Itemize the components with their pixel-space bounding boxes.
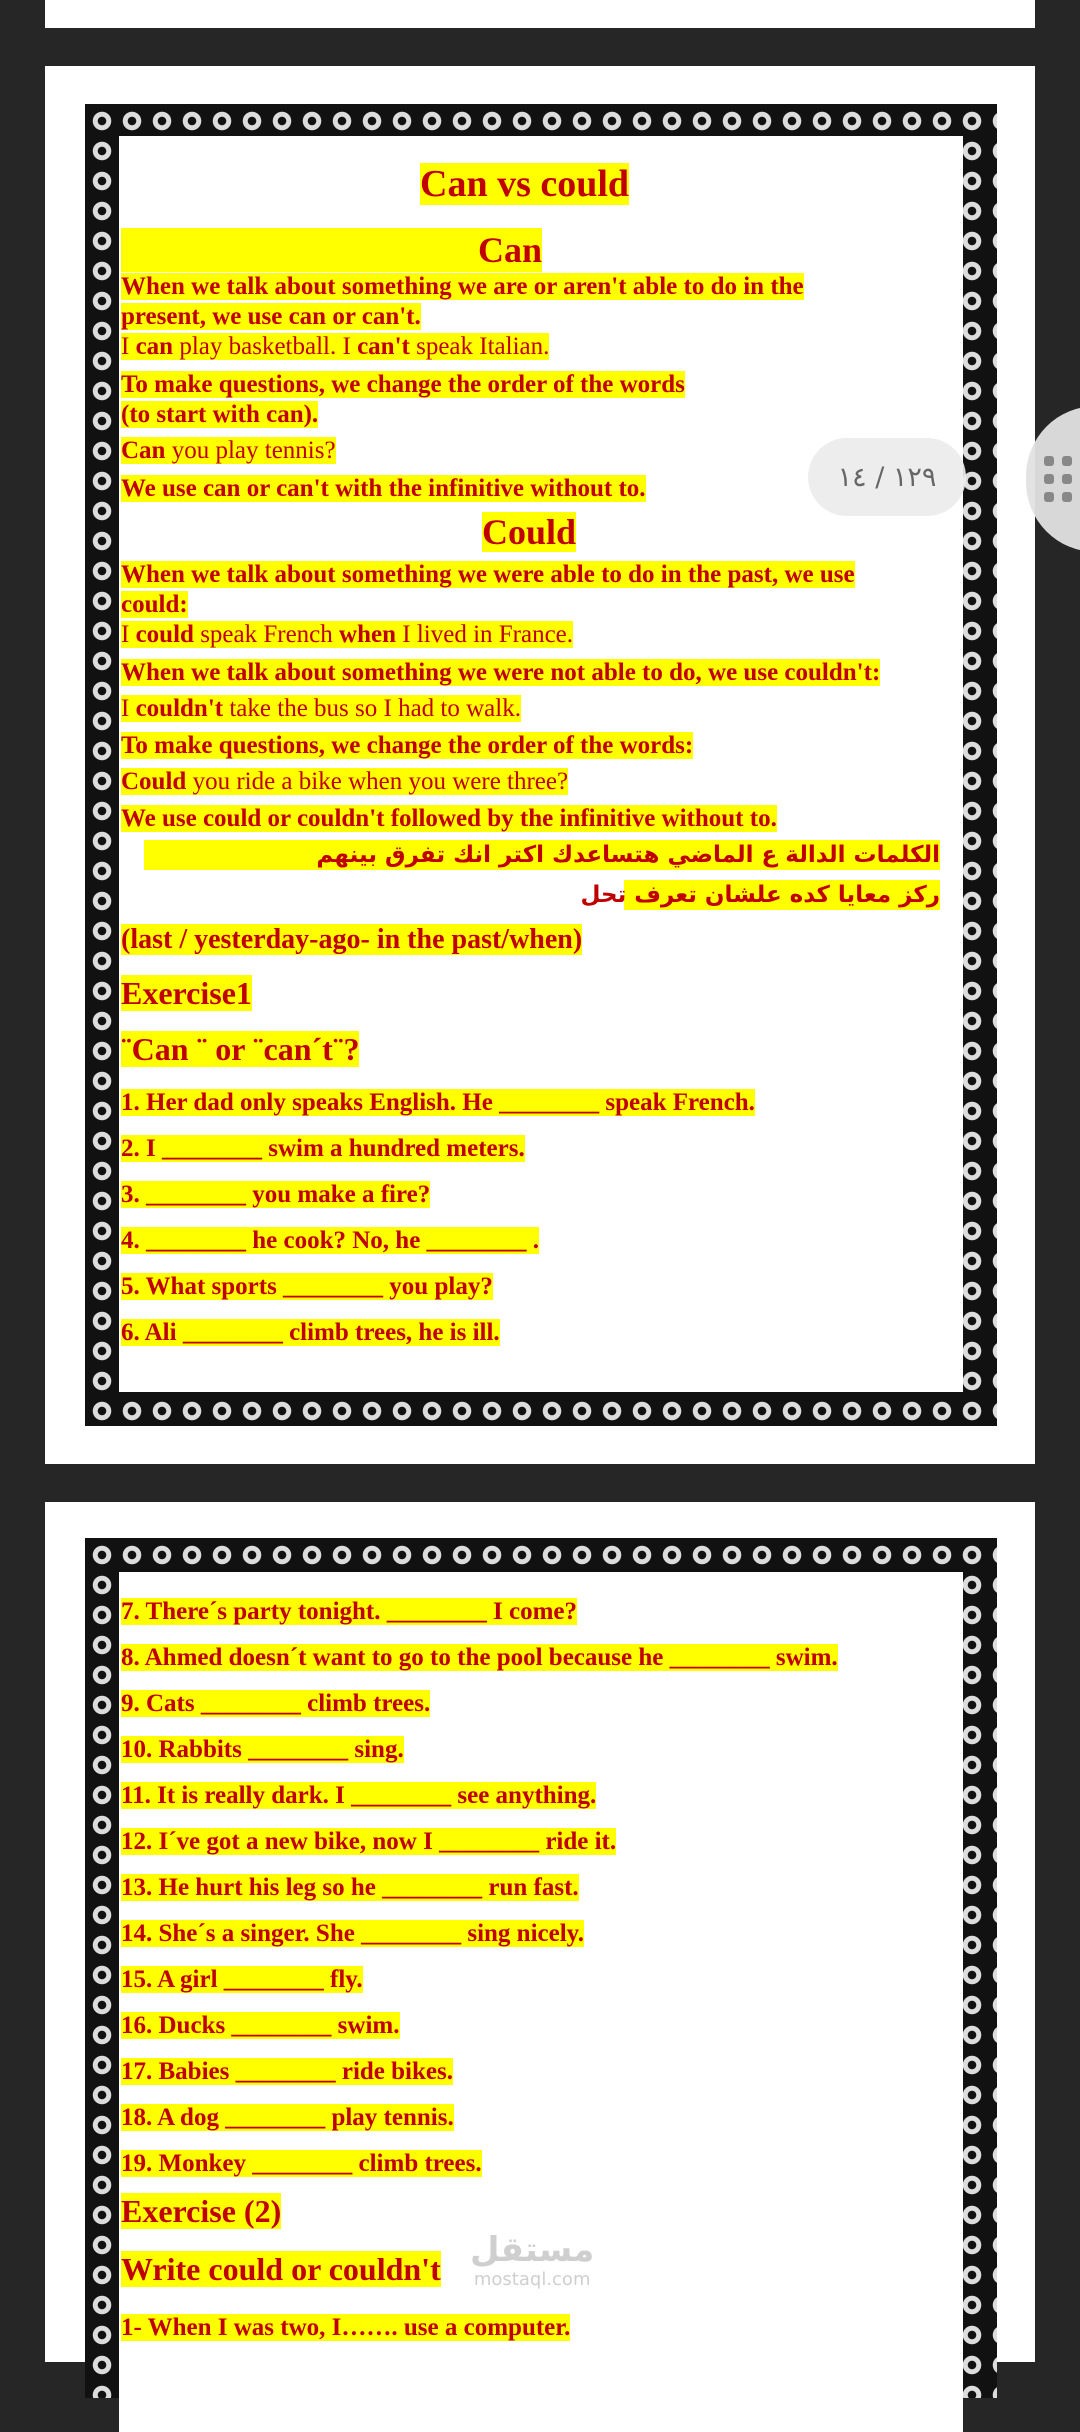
exercise-item: 15. A girl ________ fly. [121,1966,363,1993]
exercise-item: 4. ________ he cook? No, he ________ . [121,1227,540,1254]
exercise-item: 12. I´ve got a new bike, now I ________ ride it. [121,1828,617,1855]
exercise-item: 8. Ahmed doesn´t want to go to the pool because he ________ swim. [121,1644,838,1671]
exercise-item: 9. Cats ________ climb trees. [121,1690,431,1717]
keywords-line: (last / yesterday-ago- in the past/when) [121,924,583,955]
could-rule-1-line-2: could: [121,591,188,618]
exercise-item: 5. What sports ________ you play? [121,1273,493,1300]
exercise-2-prompt: Write could or couldn't [121,2251,441,2287]
exercise-item: 7. There´s party tonight. ________ I come? [121,1598,577,1625]
could-example-3: Could you ride a bike when you were three? [121,768,569,795]
page-title: Can vs could [420,163,630,205]
can-example-1: I can play basketball. I can't speak Italian. [121,333,550,360]
exercise-item: 14. She´s a singer. She ________ sing nicely. [121,1920,585,1947]
could-rule-1-line-1: When we talk about something we were able to do in the past, we use [121,561,855,588]
exercise-item: 17. Babies ________ ride bikes. [121,2058,453,2085]
could-example-1: I could speak French when I lived in France. [121,621,574,648]
arabic-note-2: ركز معايا كده علشان تعرف تحل [580,882,940,908]
could-example-2: I couldn't take the bus so I had to walk. [121,695,521,722]
exercise-item: 13. He hurt his leg so he ________ run fast. [121,1874,579,1901]
exercise-item: 11. It is really dark. I ________ see anything. [121,1782,597,1809]
page-number-indicator[interactable]: ١٢٩ / ١٤ [808,438,966,516]
exercise-item: 16. Ducks ________ swim. [121,2012,400,2039]
exercise-item: 1- When I was two, I……. use a computer. [121,2314,571,2341]
could-rule-4: We use could or couldn't followed by the infinitive without to. [121,805,777,832]
could-heading: Could [482,512,577,552]
exercise-item: 19. Monkey ________ climb trees. [121,2150,482,2177]
could-rule-2: When we talk about something we were not able to do, we use couldn't: [121,659,881,686]
can-rule-1-line-2: present, we use can or can't. [121,303,421,330]
exercise-item: 1. Her dad only speaks English. He ________ speak French. [121,1089,755,1116]
can-rule-2-line-1: To make questions, we change the order of the words [121,371,685,398]
exercise-item: 18. A dog ________ play tennis. [121,2104,454,2131]
can-example-2: Can you play tennis? [121,437,336,464]
watermark: مستقل mostaql.com [470,2230,595,2290]
could-rule-3: To make questions, we change the order of the words: [121,732,694,759]
exercise-1-prompt: ¨Can ¨ or ¨can´t¨? [121,1031,360,1067]
exercise-item: 10. Rabbits ________ sing. [121,1736,404,1763]
can-rule-3: We use can or can't with the infinitive without to. [121,475,646,502]
can-heading: Can [121,228,542,272]
previous-page-edge [45,0,1035,28]
exercise-item: 3. ________ you make a fire? [121,1181,431,1208]
exercise-1-title: Exercise1 [121,975,252,1011]
exercise-item: 2. I ________ swim a hundred meters. [121,1135,525,1162]
exercise-2-title: Exercise (2) [121,2193,282,2229]
can-rule-2-line-2: (to start with can). [121,401,319,428]
arabic-note-1: الكلمات الدالة ع الماضي هتساعدك اكتر انك تفرق بينهم [144,840,940,870]
can-rule-1-line-1: When we talk about something we are or aren't able to do in the [121,273,804,300]
exercise-item: 6. Ali ________ climb trees, he is ill. [121,1319,500,1346]
